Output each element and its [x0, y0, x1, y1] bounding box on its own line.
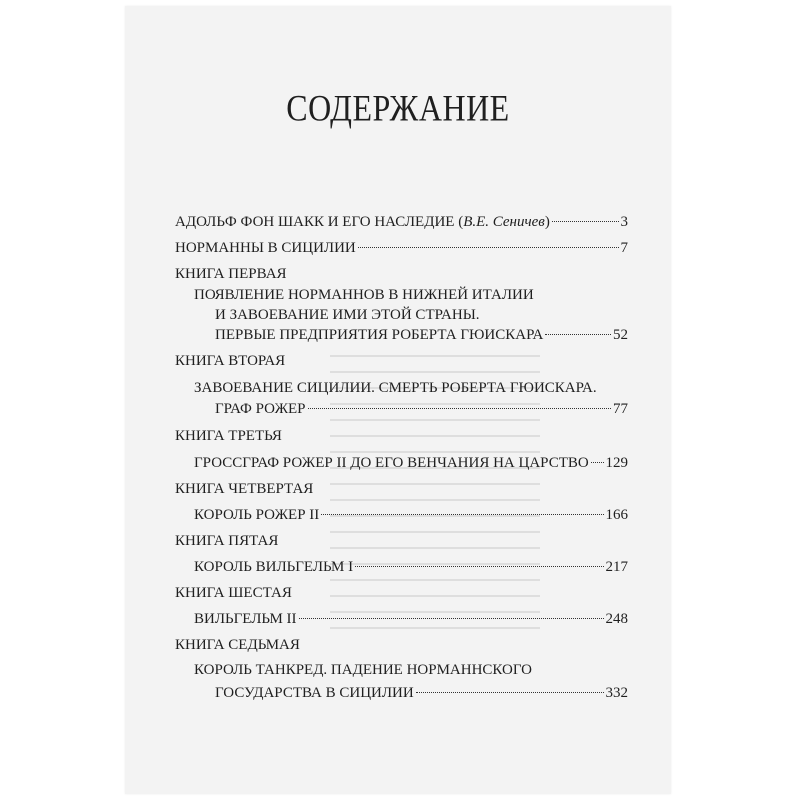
toc-page-number: 217	[605, 559, 628, 575]
book-page	[125, 6, 671, 794]
toc-page-number: 332	[605, 685, 628, 701]
toc-entry-title: КОРОЛЬ РОЖЕР II	[194, 507, 320, 523]
book-heading-1: КНИГА ПЕРВАЯ	[175, 266, 287, 282]
toc-page-number: 248	[605, 611, 628, 627]
toc-leader-dots	[355, 566, 603, 567]
toc-entry-book4	[194, 505, 628, 525]
toc-entry-book6	[194, 609, 628, 629]
toc-entry-book5	[194, 557, 628, 577]
book-heading-7: КНИГА СЕДЬМАЯ	[175, 637, 300, 653]
toc-entry-title: ГРАФ РОЖЕР	[215, 401, 306, 417]
book-heading-2: КНИГА ВТОРАЯ	[175, 353, 286, 369]
toc-entry-title: ПЕРВЫЕ ПРЕДПРИЯТИЯ РОБЕРТА ГЮИСКАРА	[215, 327, 544, 343]
toc-leader-dots	[416, 692, 604, 693]
toc-entry-title: ВИЛЬГЕЛЬМ II	[194, 611, 297, 627]
toc-page-number: 129	[605, 455, 628, 471]
toc-entry-title: НОРМАННЫ В СИЦИЛИИ	[175, 240, 356, 256]
toc-entry-title: ГРОССГРАФ РОЖЕР II ДО ЕГО ВЕНЧАНИЯ НА ЦАРСТВО	[194, 455, 589, 471]
book-heading-5: КНИГА ПЯТАЯ	[175, 533, 279, 549]
page-title: СОДЕРЖАНИЕ	[286, 87, 510, 129]
toc-leader-dots	[321, 514, 603, 515]
book-heading-3: КНИГА ТРЕТЬЯ	[175, 428, 282, 444]
toc-leader-dots	[299, 618, 604, 619]
toc-entry-author: В.Е. Сеничев	[463, 214, 545, 230]
toc-leader-dots	[591, 462, 604, 463]
toc-page-number: 3	[620, 214, 628, 230]
toc-entry-book7	[215, 683, 628, 703]
toc-entry-line: ПОЯВЛЕНИЕ НОРМАННОВ В НИЖНЕЙ ИТАЛИИ	[194, 287, 534, 303]
toc-entry-book2	[215, 399, 628, 419]
toc-entry-line: КОРОЛЬ ТАНКРЕД. ПАДЕНИЕ НОРМАННСКОГО	[194, 662, 533, 678]
toc-page-number: 77	[613, 401, 628, 417]
book-heading-6: КНИГА ШЕСТАЯ	[175, 585, 292, 601]
toc-entry-book1	[215, 325, 628, 345]
toc-entry-title: АДОЛЬФ ФОН ШАКК И ЕГО НАСЛЕДИЕ (	[175, 214, 464, 230]
toc-entry-book3	[194, 453, 628, 473]
toc-entry-line: И ЗАВОЕВАНИЕ ИМИ ЭТОЙ СТРАНЫ.	[215, 307, 480, 323]
toc-leader-dots	[545, 334, 611, 335]
toc-entry-title: ГОСУДАРСТВА В СИЦИЛИИ	[215, 685, 414, 701]
toc-entry-intro	[175, 212, 628, 232]
toc-entry-close: )	[544, 214, 550, 230]
toc-leader-dots	[552, 221, 619, 222]
toc-leader-dots	[358, 247, 619, 248]
toc-entry-normans	[175, 238, 628, 258]
toc-entry-line: ЗАВОЕВАНИЕ СИЦИЛИИ. СМЕРТЬ РОБЕРТА ГЮИСКАРА.	[194, 380, 597, 396]
book-heading-4: КНИГА ЧЕТВЕРТАЯ	[175, 481, 314, 497]
toc-page-number: 166	[605, 507, 628, 523]
toc-page-number: 7	[620, 240, 628, 256]
toc-page-number: 52	[613, 327, 628, 343]
toc-leader-dots	[308, 408, 611, 409]
toc-entry-title: КОРОЛЬ ВИЛЬГЕЛЬМ I	[194, 559, 354, 575]
